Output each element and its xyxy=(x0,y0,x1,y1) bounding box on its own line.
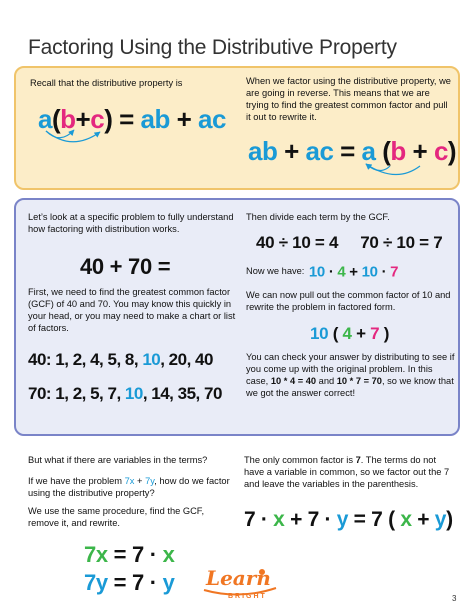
page-title: Factoring Using the Distributive Property xyxy=(28,36,397,59)
variables-question: But what if there are variables in the terms? xyxy=(28,455,208,465)
gcf-text: First, we need to find the greatest common factor (GCF) of 40 and 70. You may know this quickly in your head, or you may need to make a chart or list of factors. xyxy=(28,287,236,333)
intro-text: Let’s look at a specific problem to fully understand how factoring with distribution works. xyxy=(28,212,234,234)
same-procedure-text: We use the same procedure, find the GCF, remove it, and rewrite. xyxy=(28,506,205,528)
equation-7y: 7y = 7 · y xyxy=(84,570,175,595)
equation-7x: 7x = 7 · x xyxy=(84,542,175,567)
pull-out-text: We can now pull out the common factor of 10 and rewrite the problem in factored form. xyxy=(246,290,451,312)
learn-bright-logo xyxy=(200,566,280,606)
final-factored-equation: 7 · x + 7 · y = 7 ( x + y) xyxy=(244,508,453,531)
logo-learn-text: Learn xyxy=(206,566,271,590)
arrow-right-1 xyxy=(366,164,390,171)
logo-bright-text: BRIGHT xyxy=(228,593,267,600)
reverse-equation: ab + ac = a (b + c) xyxy=(248,136,457,166)
reverse-text: When we factor using the distributive property, we are going in reverse. This means that we are trying to find the greatest common factor and pull it out to rewrite it. xyxy=(246,76,451,122)
problem-expression: 40 + 70 = xyxy=(80,254,171,279)
divide-text: Then divide each term by the GCF. xyxy=(246,212,390,222)
now-we-have: Now we have: 10 · 4 + 10 · 7 xyxy=(246,263,399,281)
arrow-left-2 xyxy=(46,131,100,142)
factors-of-40: 40: 1, 2, 4, 5, 8, 10, 20, 40 xyxy=(28,350,213,369)
recall-text: Recall that the distributive property is xyxy=(30,78,183,88)
factors-of-70: 70: 1, 2, 5, 7, 10, 14, 35, 70 xyxy=(28,384,222,403)
arrow-right-2 xyxy=(366,164,420,175)
if-problem-text: If we have the problem 7x + 7y, how do we factor using the distributive property? xyxy=(28,476,230,498)
common-factor-text: The only common factor is 7. The terms do not have a variable in common, so we factor out the 7 and leave the variables in the parenthesis. xyxy=(244,455,450,489)
page-number: 3 xyxy=(452,594,457,603)
divide-equations: 40 ÷ 10 = 4 70 ÷ 10 = 7 xyxy=(256,233,443,252)
distributive-equation: a(b+c) = ab + ac xyxy=(38,104,226,134)
now-expression: 10 · 4 + 10 · 7 xyxy=(308,263,399,281)
check-text: You can check your answer by distributing to see if you come up with the original problem. In this case, 10 * 4 = 40 and 10 * 7 = 70, so we know that we got the answer correct! xyxy=(246,352,455,398)
factored-form: 10 ( 4 + 7 ) xyxy=(310,324,390,343)
